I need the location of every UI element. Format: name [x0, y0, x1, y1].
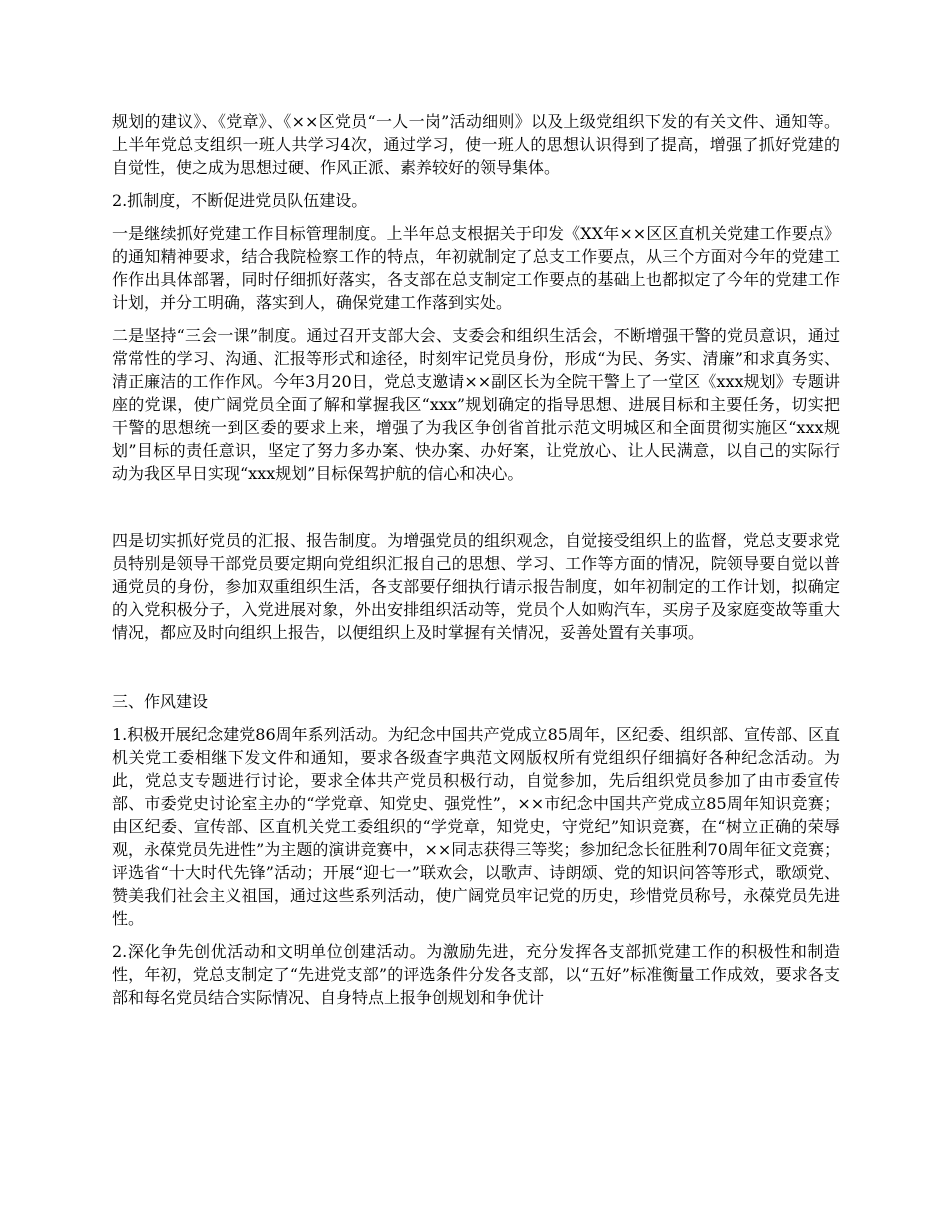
document-body	[112, 110, 840, 1019]
paragraph-target-management: 一是继续抓好党建工作目标管理制度。上半年总支根据关于印发《XX年××区区直机关党建工作要点》的通知精神要求，结合我院检察工作的特点，年初就制定了总支工作要点，从三个方面对今年的党建工作作出具体部署，同时仔细抓好落实，各支部在总支制定工作要点的基础上也都拟定了今年的党建工作计划，并分工明确，落实到人，确保党建工作落到实处。	[112, 224, 840, 312]
heading-work-style: 三、作风建设	[112, 692, 209, 711]
paragraph-report-system: 四是切实抓好党员的汇报、报告制度。为增强党员的组织观念，自觉接受组织上的监督，党总支要求党员特别是领导干部党员要定期向党组织汇报自己的思想、学习、工作等方面的情况，院领导要自觉以普通党员的身份，参加双重组织生活，各支部要仔细执行请示报告制度，如年初制定的工作计划，拟确定的入党积极分子，入党进展对象，外出安排组织活动等，党员个人如购汽车，买房子及家庭变故等重大情况，都应及时向组织上报告，以便组织上及时掌握有关情况，妥善处置有关事项。	[112, 531, 840, 642]
paragraph-study-summary: 规划的建议》、《党章》、《××区党员“一人一岗”活动细则》以及上级党组织下发的有关文件、通知等。上半年党总支组织一班人共学习4次，通过学习，使一班人的思想认识得到了提高，增强了抓好党建的自觉性，使之成为思想过硬、作风正派、素养较好的领导集体。	[112, 112, 840, 177]
paragraph-three-meetings-one-lesson: 二是坚持“三会一课”制度。通过召开支部大会、支委会和组织生活会，不断增强干警的党员意识，通过常常性的学习、沟通、汇报等形式和途径，时刻牢记党员身份，形成“为民、务实、清廉”和求真务实、清正廉洁的工作作风。今年3月20日，党总支邀请××副区长为全院干警上了一堂区《xxx规划》专题讲座的党课，使广阔党员全面了解和掌握我区“xxx”规划确定的指导思想、进展目标和主要任务，切实把干警的思想统一到区委的要求上来，增强了为我区争创省首批示范文明城区和全面贯彻实施区“xxx规划”目标的责任意识，坚定了努力多办案、快办案、办好案，让党放心、让人民满意，以自己的实际行动为我区早日实现“xxx规划”目标保驾护航的信心和决心。	[112, 326, 840, 483]
paragraph-excellence-campaign: 2.深化争先创优活动和文明单位创建活动。为激励先进，充分发挥各支部抓党建工作的积极性和制造性，年初，党总支制定了“先进党支部”的评选条件分发各支部，以“五好”标准衡量工作成效，要求各支部和每名党员结合实际情况、自身特点上报争创规划和争优计	[112, 942, 840, 1007]
heading-system-building: 2.抓制度，不断促进党员队伍建设。	[112, 191, 368, 210]
paragraph-anniversary-activities: 1.积极开展纪念建党86周年系列活动。为纪念中国共产党成立85周年，区纪委、组织部、宣传部、区直机关党工委相继下发文件和通知，要求各级查字典范文网版权所有党组织仔细搞好各种纪念活动。为此，党总支专题进行讨论，要求全体共产党员积极行动，自觉参加，先后组织党员参加了由市委宣传部、市委党史讨论室主办的“学党章、知党史、强党性”，××市纪念中国共产党成立85周年知识竞赛；由区纪委、宣传部、区直机关党工委组织的“学党章，知党史，守党纪”知识竞赛，在“树立正确的荣辱观，永葆党员先进性”为主题的演讲竞赛中，××同志获得三等奖；参加纪念长征胜利70周年征文竞赛；评选省“十大时代先锋”活动；开展“迎七一”联欢会，以歌声、诗朗颂、党的知识问答等形式，歌颂党、赞美我们社会主义祖国，通过这些系列活动，使广阔党员牢记党的历史，珍惜党员称号，永葆党员先进性。	[112, 725, 840, 928]
